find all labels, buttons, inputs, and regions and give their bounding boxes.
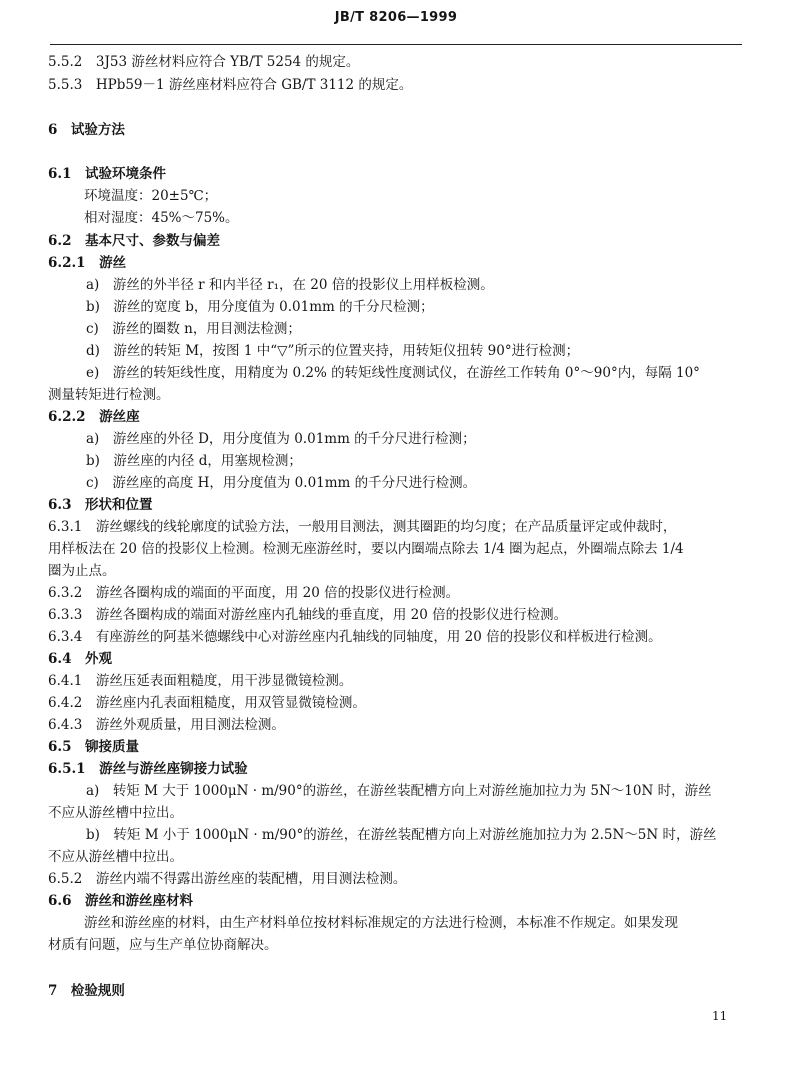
clause-6-4-3: 6.4.3 游丝外观质量，用目测法检测。	[48, 717, 285, 733]
item-6-2-1-d: d) 游丝的转矩 M，按图 1 中“▽”所示的位置夹持，用转矩仪扭转 90°进行检测；	[86, 343, 580, 359]
clause-6-5-heading: 6.5 铆接质量	[48, 739, 139, 755]
item-6-2-1-a: a) 游丝的外半径 r 和内半径 r₁，在 20 倍的投影仪上用样板检测。	[86, 277, 494, 293]
clause-6-4-1: 6.4.1 游丝压延表面粗糙度，用干涉显微镜检测。	[48, 673, 353, 689]
clause-6-1-heading: 6.1 试验环境条件	[48, 166, 166, 182]
clause-5-5-2: 5.5.2 3J53 游丝材料应符合 YB/T 5254 的规定。	[48, 54, 360, 70]
section-6-heading: 6 试验方法	[48, 122, 125, 138]
clause-6-3-1-line1: 6.3.1 游丝螺线的线轮廓度的试验方法，一般用目测法，测其圈距的均匀度；在产品质量评定或仲裁时，	[48, 519, 677, 535]
item-6-2-1-e: e) 游丝的转矩线性度，用精度为 0.2% 的转矩线性度测试仪，在游丝工作转角 0°～90°内，每隔 10°	[86, 365, 700, 381]
header-rule	[50, 44, 742, 45]
clause-6-3-heading: 6.3 形状和位置	[48, 497, 153, 513]
item-6-2-1-b: b) 游丝的宽度 b，用分度值为 0.01mm 的千分尺检测；	[86, 299, 434, 315]
clause-6-6-heading: 6.6 游丝和游丝座材料	[48, 893, 193, 909]
item-6-5-1-a-cont: 不应从游丝槽中拉出。	[48, 805, 183, 821]
section-7-heading: 7 检验规则	[48, 983, 125, 999]
clause-6-5-1-heading: 6.5.1 游丝与游丝座铆接力试验	[48, 761, 248, 777]
item-6-2-2-a: a) 游丝座的外径 D，用分度值为 0.01mm 的千分尺进行检测；	[86, 431, 476, 447]
item-6-2-1-e-cont: 测量转矩进行检测。	[48, 387, 170, 403]
clause-5-5-3: 5.5.3 HPb59－1 游丝座材料应符合 GB/T 3112 的规定。	[48, 77, 413, 93]
page-number: 11	[712, 1009, 728, 1023]
clause-6-3-3: 6.3.3 游丝各圈构成的端面对游丝座内孔轴线的垂直度，用 20 倍的投影仪进行检测。	[48, 607, 568, 623]
clause-6-4-heading: 6.4 外观	[48, 651, 112, 667]
item-6-5-1-a: a) 转矩 M 大于 1000μN · m/90°的游丝，在游丝装配槽方向上对游丝施加拉力为 5N～10N 时，游丝	[86, 783, 712, 799]
item-6-2-1-c: c) 游丝的圈数 n，用目测法检测；	[86, 321, 301, 337]
clause-6-3-2: 6.3.2 游丝各圈构成的端面的平面度，用 20 倍的投影仪进行检测。	[48, 585, 460, 601]
clause-6-3-1-line3: 圈为止点。	[48, 563, 116, 579]
clause-6-6-body-line1: 游丝和游丝座的材料，由生产材料单位按材料标准规定的方法进行检测，本标准不作规定。如果发现	[84, 915, 678, 931]
clause-6-2-1-heading: 6.2.1 游丝	[48, 255, 127, 271]
clause-6-2-2-heading: 6.2.2 游丝座	[48, 409, 140, 425]
clause-6-4-2: 6.4.2 游丝座内孔表面粗糙度，用双管显微镜检测。	[48, 695, 366, 711]
item-6-5-1-b-cont: 不应从游丝槽中拉出。	[48, 849, 183, 865]
clause-6-5-2: 6.5.2 游丝内端不得露出游丝座的装配槽，用目测法检测。	[48, 871, 407, 887]
item-6-5-1-b: b) 转矩 M 小于 1000μN · m/90°的游丝，在游丝装配槽方向上对游丝施加拉力为 2.5N～5N 时，游丝	[86, 827, 717, 843]
standard-header: JB/T 8206—1999	[334, 10, 458, 25]
item-6-2-2-c: c) 游丝座的高度 H，用分度值为 0.01mm 的千分尺进行检测。	[86, 475, 477, 491]
clause-6-3-1-line2: 用样板法在 20 倍的投影仪上检测。检测无座游丝时，要以内圈端点除去 1/4 圈为起点，外圈端点除去 1/4	[48, 541, 684, 557]
clause-6-2-heading: 6.2 基本尺寸、参数与偏差	[48, 233, 220, 249]
item-6-2-2-b: b) 游丝座的内径 d，用塞规检测；	[86, 453, 302, 469]
env-temperature: 环境温度：20±5℃；	[84, 188, 218, 204]
clause-6-3-4: 6.3.4 有座游丝的阿基米德螺线中心对游丝座内孔轴线的同轴度，用 20 倍的投影仪和样板进行检测。	[48, 629, 662, 645]
clause-6-6-body-line2: 材质有问题，应与生产单位协商解决。	[48, 937, 278, 953]
env-humidity: 相对湿度：45%～75%。	[84, 210, 239, 226]
